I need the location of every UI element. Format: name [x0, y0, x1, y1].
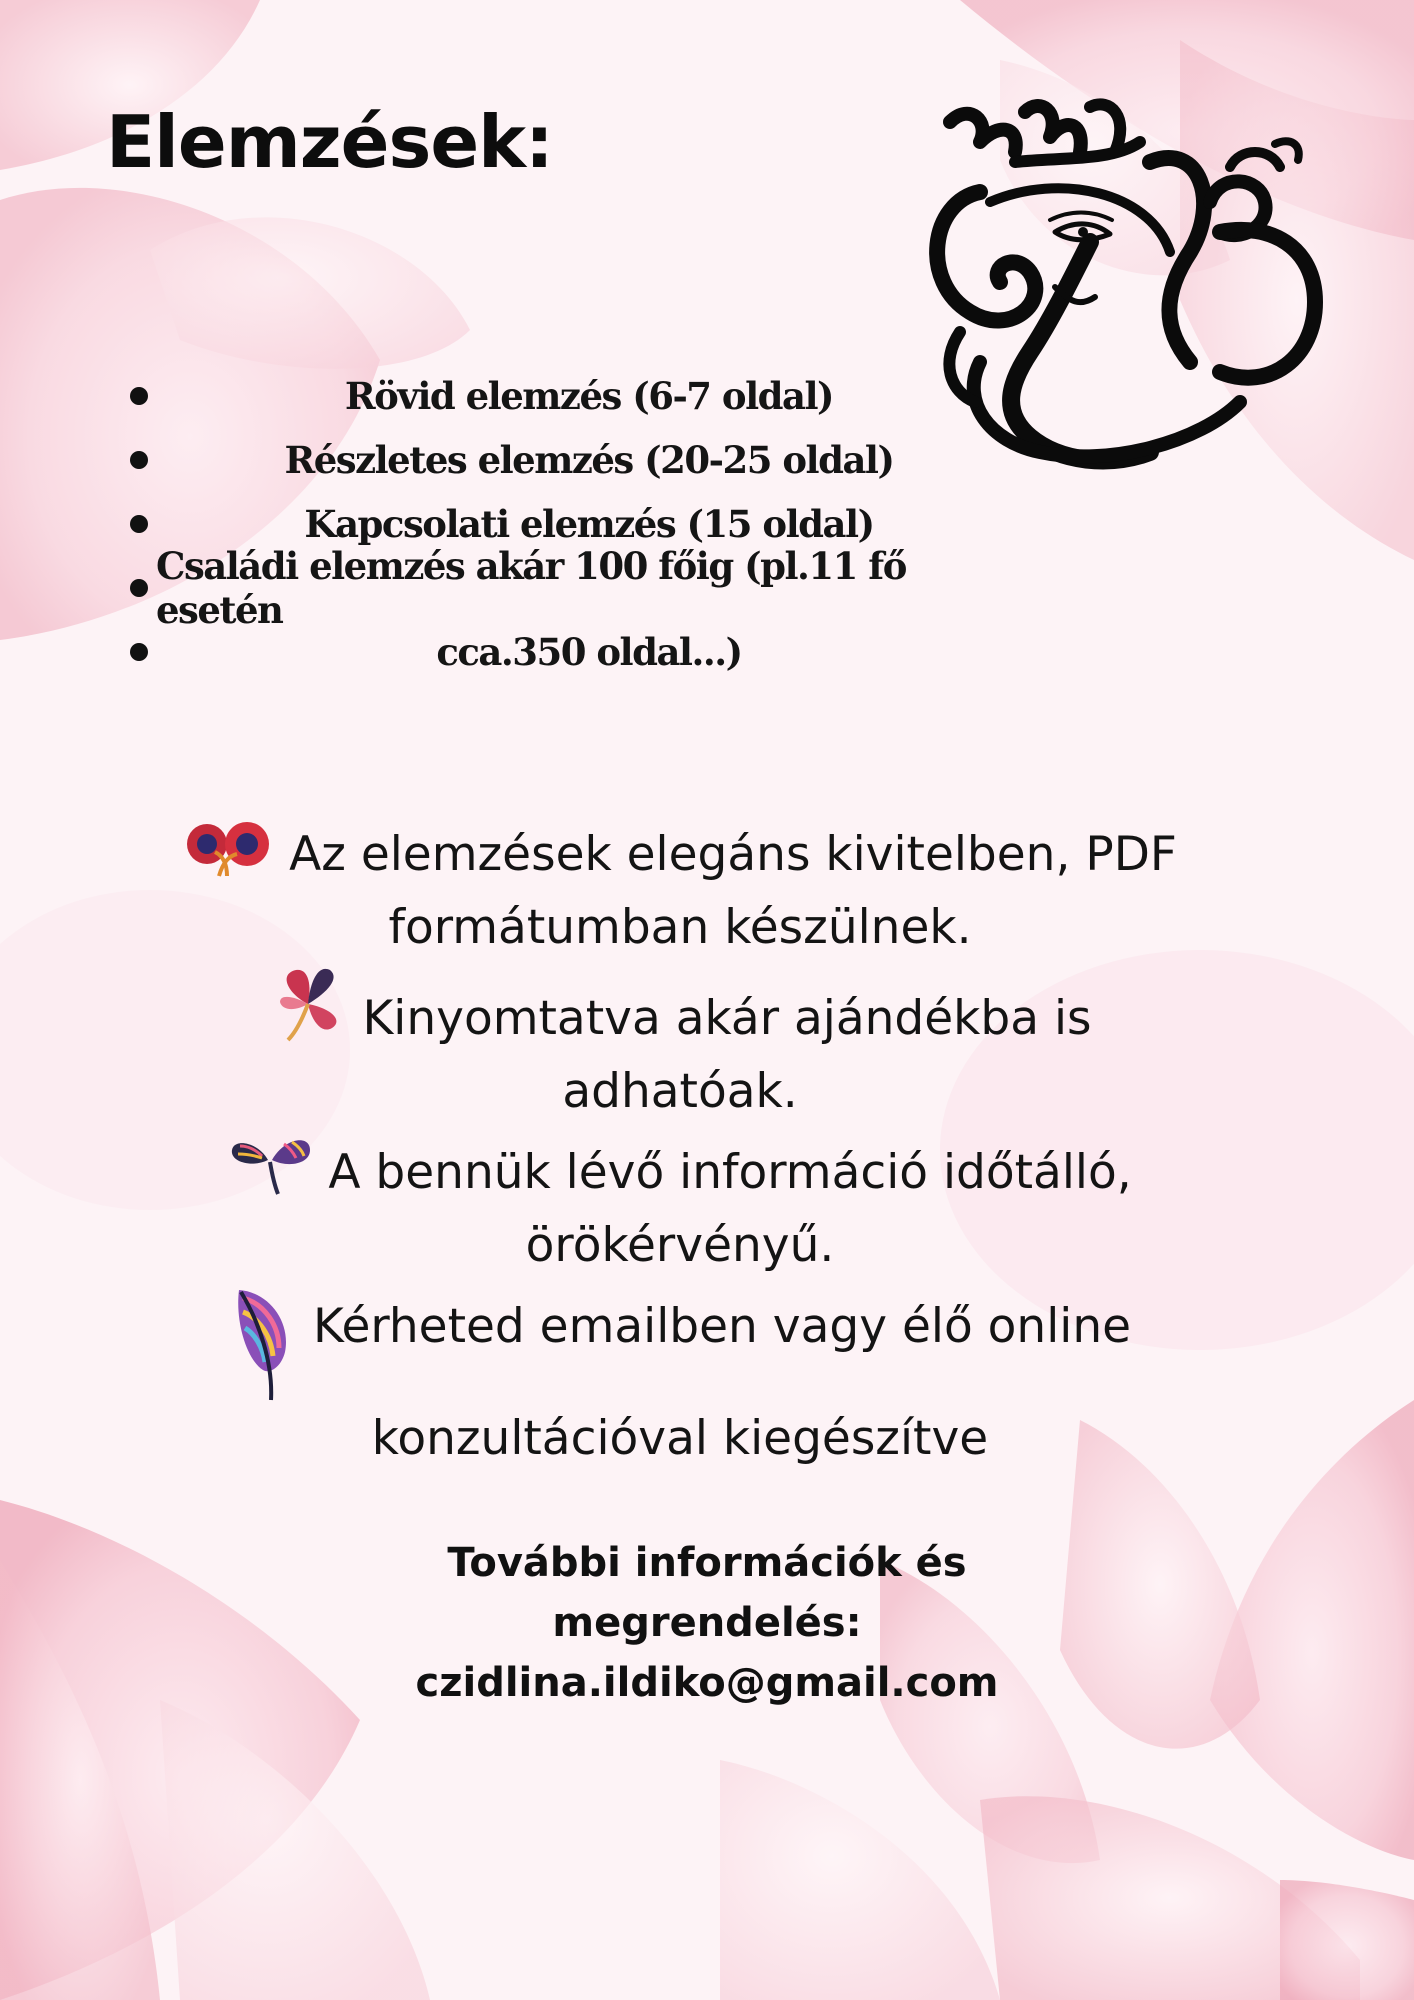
- services-list: [122, 364, 1022, 684]
- features-block: [100, 818, 1260, 1475]
- bullet-icon: [130, 515, 148, 533]
- feature-item: A bennük lévő információ időtálló, örökérvényű.: [100, 1128, 1260, 1282]
- service-item: cca.350 oldal...): [122, 620, 1022, 684]
- butterfly-icon: [228, 1128, 314, 1198]
- service-item: Részletes elemzés (20-25 oldal): [122, 428, 1022, 492]
- bullet-icon: [130, 451, 148, 469]
- bullet-icon: [130, 387, 148, 405]
- feature-item: Az elemzések elegáns kivitelben, PDF formátumban készülnek.: [100, 818, 1260, 964]
- contact-email[interactable]: czidlina.ildiko@gmail.com: [415, 1660, 999, 1706]
- feature-item: Kérheted emailben vagy élő online konzultációval kiegészítve: [100, 1282, 1260, 1475]
- service-item: Rövid elemzés (6-7 oldal): [122, 364, 1022, 428]
- bullet-icon: [130, 579, 148, 597]
- pink-flower-icon: [268, 964, 348, 1044]
- page-title: Elemzések:: [106, 100, 553, 184]
- service-item: Kapcsolati elemzés (15 oldal): [122, 492, 1022, 556]
- service-item: Családi elemzés akár 100 főig (pl.11 fő esetén: [122, 556, 1022, 620]
- feather-icon: [229, 1282, 299, 1402]
- contact-line: megrendelés:: [552, 1600, 862, 1646]
- feature-item: Kinyomtatva akár ajándékba is adhatóak.: [100, 964, 1260, 1128]
- contact-line: További információk és: [447, 1540, 967, 1586]
- bullet-icon: [130, 643, 148, 661]
- contact-block: [307, 1533, 1107, 1713]
- red-flower-icon: [183, 820, 275, 880]
